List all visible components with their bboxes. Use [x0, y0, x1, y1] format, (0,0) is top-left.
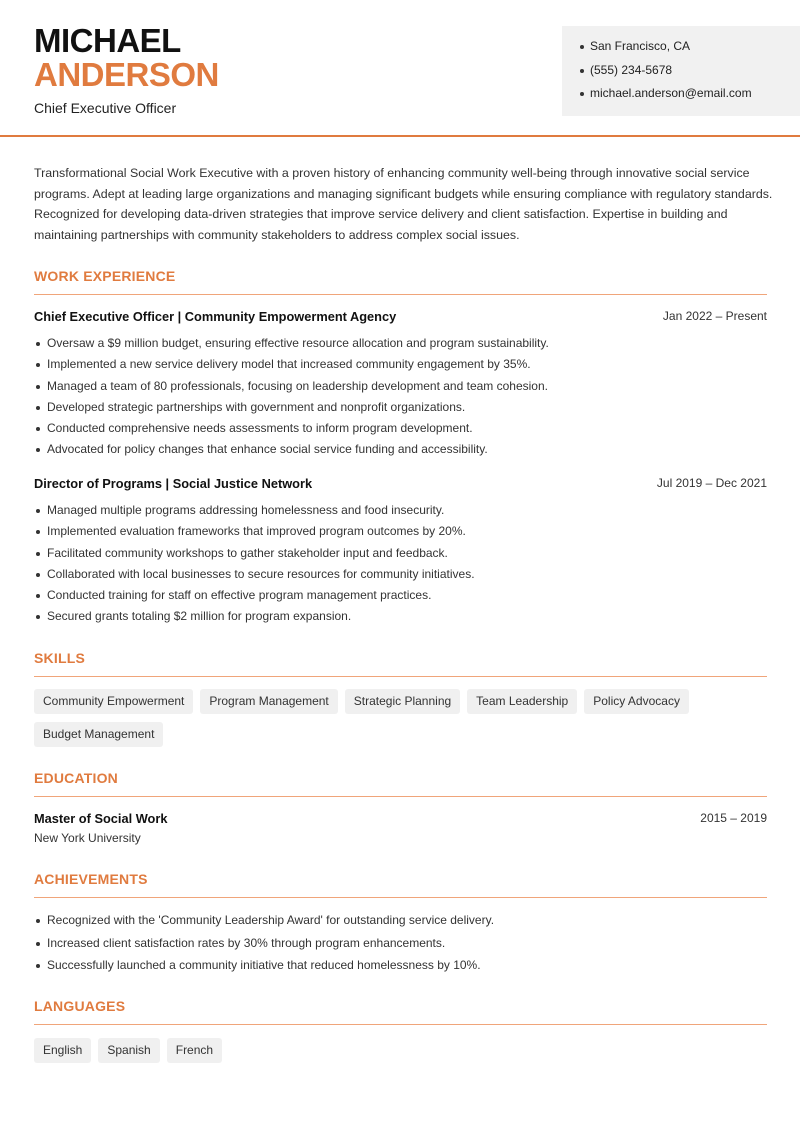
language-tag: Spanish [98, 1038, 159, 1063]
language-tag: English [34, 1038, 91, 1063]
list-item: Conducted training for staff on effective program management practices. [34, 587, 767, 608]
list-item: Advocated for policy changes that enhance social service funding and accessibility. [34, 441, 767, 462]
section-divider [34, 294, 767, 295]
language-tag: French [167, 1038, 222, 1063]
skill-tag: Strategic Planning [345, 689, 460, 714]
section-divider [34, 1024, 767, 1025]
last-name: ANDERSON [34, 56, 219, 93]
skill-tag: Policy Advocacy [584, 689, 689, 714]
achievements-list [34, 912, 767, 980]
list-item: Oversaw a $9 million budget, ensuring effective resource allocation and program sustainability. [34, 335, 767, 356]
list-item: Developed strategic partnerships with government and nonprofit organizations. [34, 399, 767, 420]
section-title-achievements: ACHIEVEMENTS [34, 871, 148, 887]
job-bullets [34, 502, 767, 630]
job-title-company: Chief Executive Officer | Community Empowerment Agency [34, 309, 397, 324]
section-title-languages: LANGUAGES [34, 998, 126, 1014]
contact-box [562, 26, 800, 116]
job-header [34, 309, 767, 327]
list-item: Successfully launched a community initiative that reduced homelessness by 10%. [34, 957, 767, 980]
job-title: Chief Executive Officer [34, 100, 177, 116]
section-title-work: WORK EXPERIENCE [34, 268, 176, 284]
degree: Master of Social Work [34, 811, 168, 826]
languages-list [34, 1038, 767, 1063]
section-divider [34, 796, 767, 797]
education-header [34, 811, 767, 829]
contact-location: San Francisco, CA [580, 38, 800, 62]
contact-email: michael.anderson@email.com [580, 85, 800, 109]
list-item: Recognized with the 'Community Leadership Award' for outstanding service delivery. [34, 912, 767, 935]
job-header [34, 476, 767, 494]
job-dates: Jul 2019 – Dec 2021 [656, 476, 767, 490]
contact-phone: (555) 234-5678 [580, 62, 800, 86]
section-title-education: EDUCATION [34, 770, 118, 786]
professional-summary: Transformational Social Work Executive with a proven history of enhancing community well-being through innovative social service programs. Adept at leading large organizations and managing significant budgets while ensuring compliance with regulatory standards. Recognized for developing data-driven strategies that improve service delivery and client satisfaction. Expertise in building and maintaining partnerships with community stakeholders to address complex social issues. [34, 166, 773, 242]
school: New York University [34, 831, 141, 845]
list-item: Collaborated with local businesses to secure resources for community initiatives. [34, 566, 767, 587]
skill-tag: Budget Management [34, 722, 163, 747]
list-item: Managed a team of 80 professionals, focusing on leadership development and team cohesion. [34, 378, 767, 399]
job-dates: Jan 2022 – Present [662, 309, 767, 323]
skill-tag: Team Leadership [467, 689, 577, 714]
list-item: Implemented evaluation frameworks that improved program outcomes by 20%. [34, 523, 767, 544]
section-divider [34, 897, 767, 898]
list-item: Managed multiple programs addressing homelessness and food insecurity. [34, 502, 767, 523]
resume-header [0, 0, 800, 137]
skill-tag: Community Empowerment [34, 689, 193, 714]
job-title-company: Director of Programs | Social Justice Network [34, 476, 313, 491]
list-item: Increased client satisfaction rates by 30% through program enhancements. [34, 935, 767, 958]
list-item: Conducted comprehensive needs assessments to inform program development. [34, 420, 767, 441]
list-item: Secured grants totaling $2 million for program expansion. [34, 608, 767, 629]
list-item: Facilitated community workshops to gather stakeholder input and feedback. [34, 545, 767, 566]
list-item: Implemented a new service delivery model that increased community engagement by 35%. [34, 356, 767, 377]
section-title-skills: SKILLS [34, 650, 85, 666]
job-bullets [34, 335, 767, 463]
education-dates: 2015 – 2019 [700, 811, 767, 825]
section-divider [34, 676, 767, 677]
skill-tag: Program Management [200, 689, 337, 714]
skills-list [34, 689, 767, 747]
first-name: MICHAEL [34, 22, 181, 59]
